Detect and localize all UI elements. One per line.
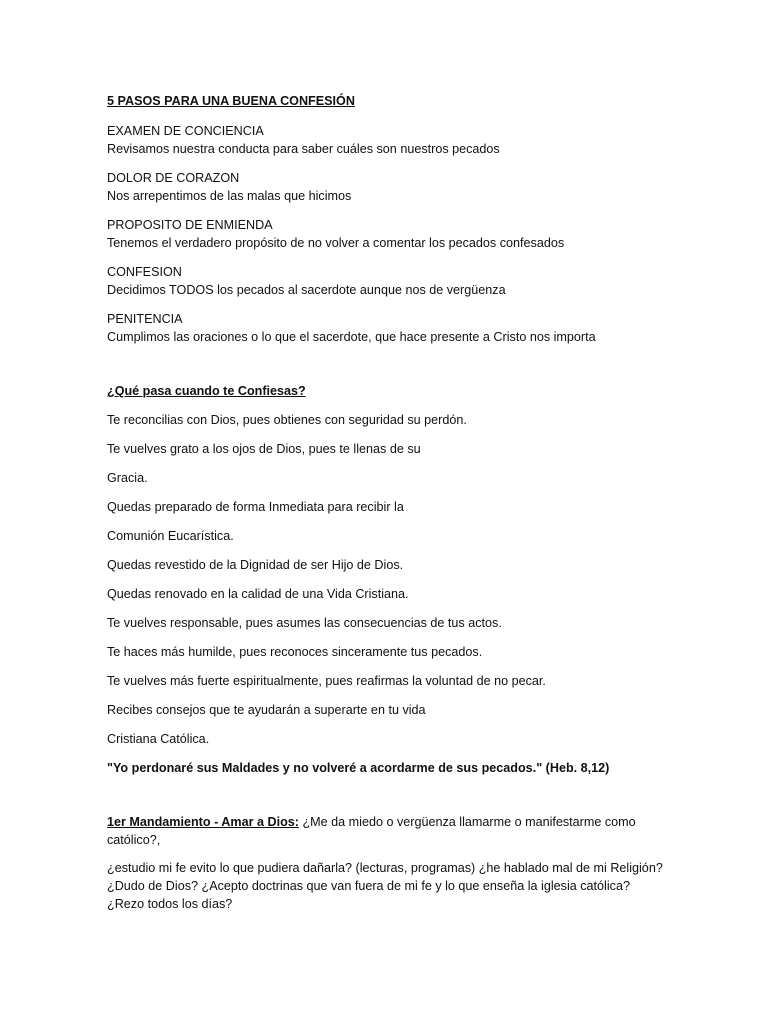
step-heading: CONFESION xyxy=(107,265,182,279)
step-description: Tenemos el verdadero propósito de no volver a comentar los pecados confesados xyxy=(107,236,565,250)
section-subtitle: ¿Qué pasa cuando te Confiesas? xyxy=(107,384,306,398)
step-heading: EXAMEN DE CONCIENCIA xyxy=(107,124,264,138)
step-item xyxy=(107,122,728,158)
commandment-intro xyxy=(107,813,667,849)
benefit-line: Te vuelves responsable, pues asumes las consecuencias de tus actos. xyxy=(107,616,502,630)
steps-list xyxy=(107,122,728,346)
step-item xyxy=(107,216,728,252)
commandment-label: 1er Mandamiento - Amar a Dios: xyxy=(107,815,299,829)
step-item xyxy=(107,310,728,346)
step-heading: PROPOSITO DE ENMIENDA xyxy=(107,218,273,232)
step-description: Cumplimos las oraciones o lo que el sacerdote, que hace presente a Cristo nos importa xyxy=(107,330,596,344)
commandment-section xyxy=(107,813,667,913)
step-description: Nos arrepentimos de las malas que hicimos xyxy=(107,189,352,203)
step-description: Decidimos TODOS los pecados al sacerdote aunque nos de vergüenza xyxy=(107,283,506,297)
benefit-line: Gracia. xyxy=(107,471,148,485)
benefit-line: Recibes consejos que te ayudarán a superarte en tu vida xyxy=(107,703,426,717)
step-item xyxy=(107,263,728,299)
step-description: Revisamos nuestra conducta para saber cuáles son nuestros pecados xyxy=(107,142,500,156)
benefit-line: Te vuelves más fuerte espiritualmente, pues reafirmas la voluntad de no pecar. xyxy=(107,674,546,688)
bible-quote: "Yo perdonaré sus Maldades y no volveré a acordarme de sus pecados." (Heb. 8,12) xyxy=(107,761,610,775)
benefit-line: Comunión Eucarística. xyxy=(107,529,234,543)
commandment-intro-text: ¿Me da miedo o vergüenza llamarme o manifestarme como católico?, xyxy=(107,815,636,847)
benefit-line: Cristiana Católica. xyxy=(107,732,210,746)
step-heading: DOLOR DE CORAZON xyxy=(107,171,240,185)
confession-effects-section xyxy=(107,382,728,777)
step-heading: PENITENCIA xyxy=(107,312,183,326)
benefit-line: Quedas preparado de forma Inmediata para recibir la xyxy=(107,500,404,514)
commandment-questions: ¿estudio mi fe evito lo que pudiera dañarla? (lecturas, programas) ¿he hablado mal de mi Religión? ¿Dudo de Dios? ¿Acepto doctrinas que van fuera de mi fe y lo que enseña la iglesia católica? ¿Rezo todos los días? xyxy=(107,861,663,911)
benefit-line: Quedas revestido de la Dignidad de ser Hijo de Dios. xyxy=(107,558,404,572)
benefit-line: Quedas renovado en la calidad de una Vida Cristiana. xyxy=(107,587,409,601)
document-title: 5 PASOS PARA UNA BUENA CONFESIÓN xyxy=(107,94,355,108)
benefit-line: Te reconcilias con Dios, pues obtienes con seguridad su perdón. xyxy=(107,413,467,427)
benefit-line: Te haces más humilde, pues reconoces sinceramente tus pecados. xyxy=(107,645,483,659)
benefit-line: Te vuelves grato a los ojos de Dios, pues te llenas de su xyxy=(107,442,421,456)
step-item xyxy=(107,169,728,205)
